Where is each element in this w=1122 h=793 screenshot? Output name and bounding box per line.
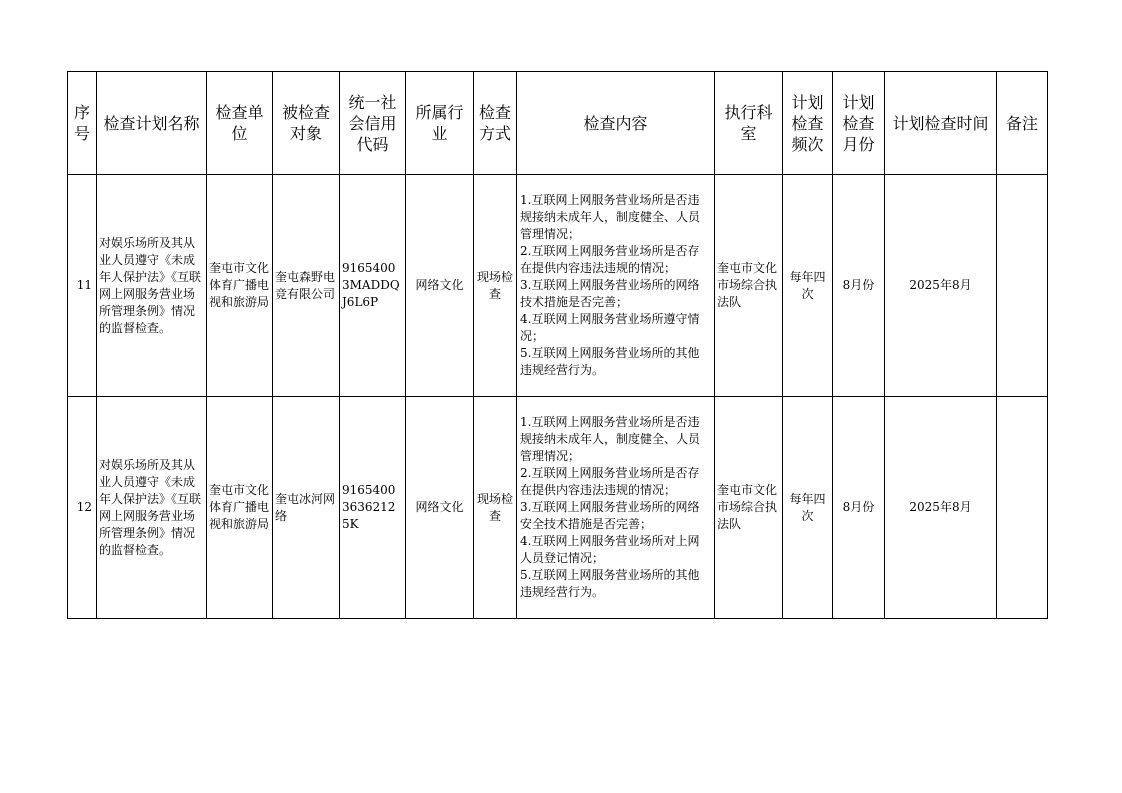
header-department: 执行科室 (715, 72, 783, 175)
content-line: 3.互联网上网服务营业场所的网络安全技术措施是否完善； (520, 500, 700, 531)
row-target: 奎屯森野电竞有限公司 (273, 175, 340, 397)
row-remark (997, 397, 1048, 619)
row-index: 12 (68, 397, 97, 619)
inspection-plan-table (67, 71, 1048, 619)
header-content: 检查内容 (517, 72, 715, 175)
header-unit: 检查单位 (207, 72, 273, 175)
header-remark: 备注 (997, 72, 1048, 175)
row-month: 8月份 (833, 175, 885, 397)
row-index: 11 (68, 175, 97, 397)
row-month: 8月份 (833, 397, 885, 619)
row-department: 奎屯市文化市场综合执法队 (715, 175, 783, 397)
content-line: 1.互联网上网服务营业场所是否违规接纳未成年人，制度健全、人员管理情况； (520, 415, 701, 463)
table-row (68, 397, 1048, 619)
table-row (68, 175, 1048, 397)
row-remark (997, 175, 1048, 397)
row-plan-name: 对娱乐场所及其从业人员遵守《未成年人保护法》《互联网上网服务营业场所管理条例》情况的监督检查。 (97, 175, 207, 397)
content-line: 4.互联网上网服务营业场所对上网人员登记情况； (520, 534, 700, 565)
row-plan-name: 对娱乐场所及其从业人员遵守《未成年人保护法》《互联网上网服务营业场所管理条例》情况的监督检查。 (97, 397, 207, 619)
header-method: 检查方式 (474, 72, 517, 175)
row-industry: 网络文化 (406, 397, 474, 619)
row-credit-code: 91654003MADDQJ6L6P (340, 175, 406, 397)
header-row (68, 72, 1048, 175)
header-plan-name: 检查计划名称 (97, 72, 207, 175)
row-target: 奎屯冰河网络 (273, 397, 340, 619)
row-credit-code: 916540036362125K (340, 397, 406, 619)
row-method: 现场检查 (474, 175, 517, 397)
row-industry: 网络文化 (406, 175, 474, 397)
row-frequency: 每年四次 (783, 175, 833, 397)
content-line: 1.互联网上网服务营业场所是否违规接纳未成年人，制度健全、人员管理情况； (520, 193, 701, 241)
row-content (517, 397, 715, 619)
header-target: 被检查对象 (273, 72, 340, 175)
row-time: 2025年8月 (885, 397, 997, 619)
header-credit-code: 统一社会信用代码 (340, 72, 406, 175)
row-method: 现场检查 (474, 397, 517, 619)
content-line: 2.互联网上网服务营业场所是否存在提供内容违法违规的情况； (520, 466, 700, 497)
content-line: 3.互联网上网服务营业场所的网络技术措施是否完善； (520, 278, 700, 309)
content-line: 5.互联网上网服务营业场所的其他违规经营行为。 (520, 346, 700, 377)
header-month: 计划检查月份 (833, 72, 885, 175)
header-time: 计划检查时间 (885, 72, 997, 175)
header-index: 序号 (68, 72, 97, 175)
content-line: 2.互联网上网服务营业场所是否存在提供内容违法违规的情况； (520, 244, 700, 275)
row-unit: 奎屯市文化体育广播电视和旅游局 (207, 397, 273, 619)
row-unit: 奎屯市文化体育广播电视和旅游局 (207, 175, 273, 397)
row-department: 奎屯市文化市场综合执法队 (715, 397, 783, 619)
content-line: 5.互联网上网服务营业场所的其他违规经营行为。 (520, 568, 700, 599)
header-industry: 所属行业 (406, 72, 474, 175)
row-frequency: 每年四次 (783, 397, 833, 619)
header-frequency: 计划检查频次 (783, 72, 833, 175)
row-content (517, 175, 715, 397)
content-line: 4.互联网上网服务营业场所遵守情况； (520, 312, 700, 343)
row-time: 2025年8月 (885, 175, 997, 397)
